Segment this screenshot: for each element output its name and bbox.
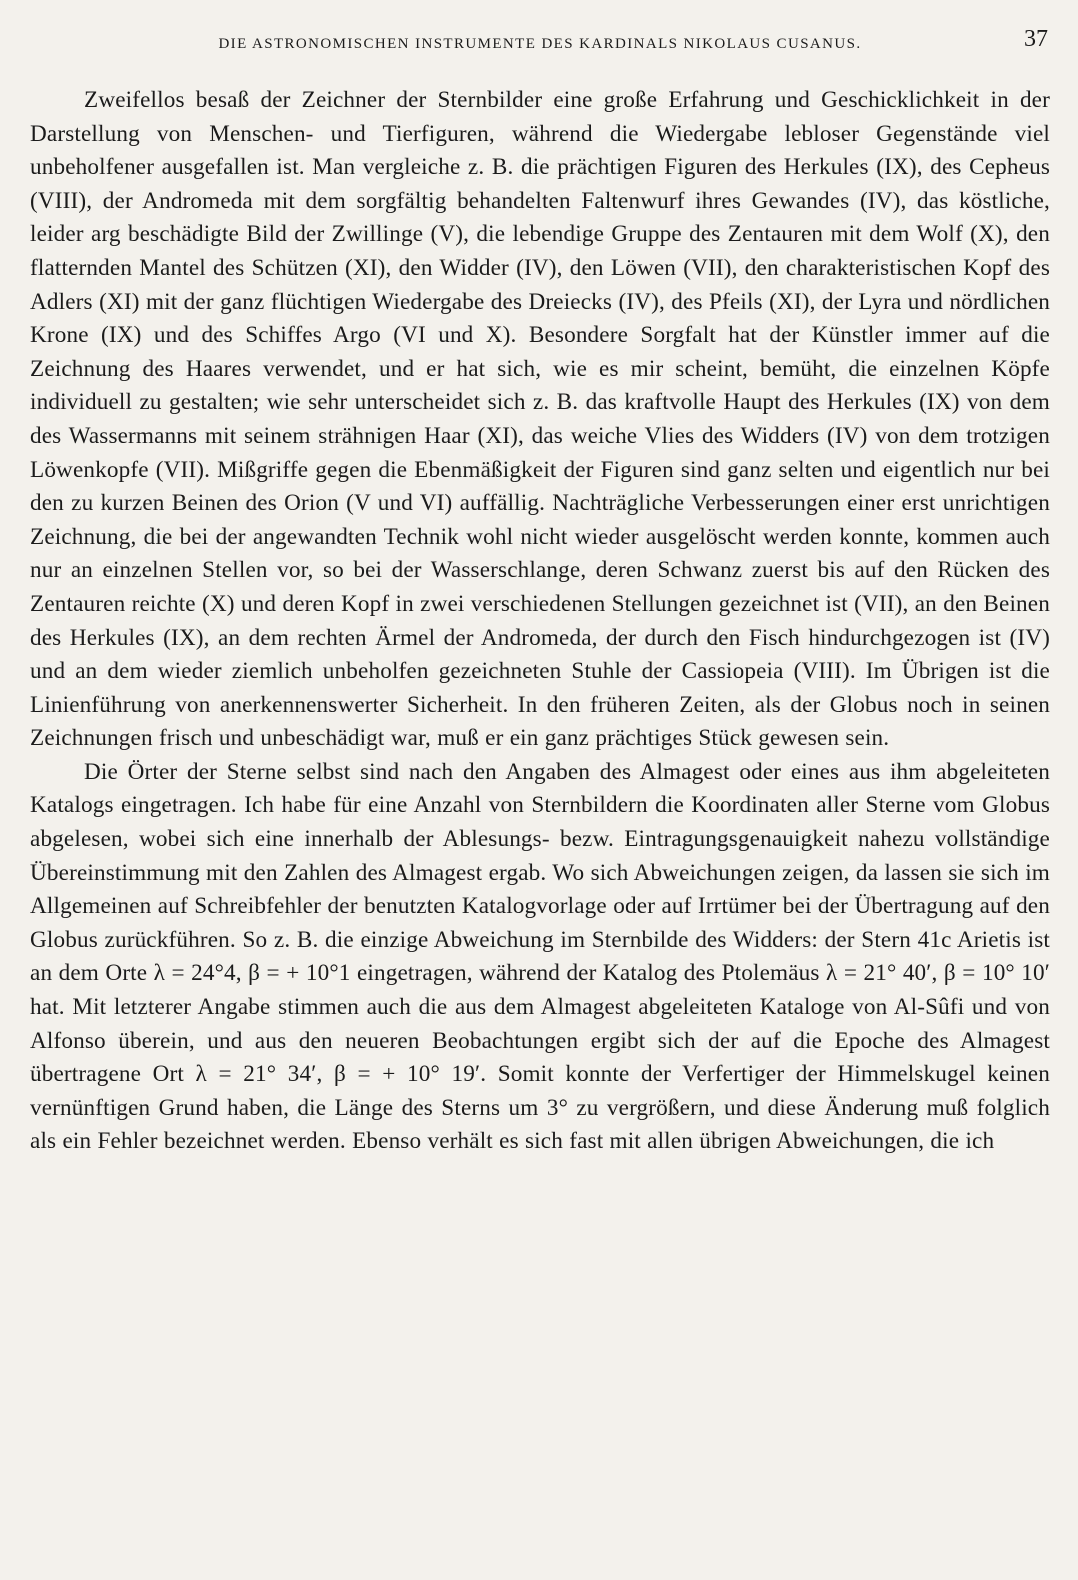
paragraph-2: Die Örter der Sterne selbst sind nach den Angaben des Almagest oder eines aus ihm abgeleiteten Katalogs eingetragen. Ich habe für eine Anzahl von Sternbildern die Koordinaten aller Sterne vom Globus abgelesen, wobei sich eine innerhalb der Ablesungs- bezw. Eintragungsgenauigkeit nahezu vollständige Übereinstimmung mit den Zahlen des Almagest ergab. Wo sich Abweichungen zeigen, da lassen sie sich im Allgemeinen auf Schreibfehler der benutzten Katalogvorlage oder auf Irrtümer bei der Übertragung auf den Globus zurückführen. So z. B. die einzige Abweichung im Sternbilde des Widders: der Stern 41c Arietis ist an dem Orte λ = 24°4, β = + 10°1 eingetragen, während der Katalog des Ptolemäus λ = 21° 40′, β = 10° 10′ hat. Mit letzterer Angabe stimmen auch die aus dem Almagest abgeleiteten Kataloge von Al-Sûfi und von Alfonso überein, und aus den neueren Beobachtungen ergibt sich der auf die Epoche des Almagest übertragene Ort λ = 21° 34′, β = + 10° 19′. Somit konnte der Verfertiger der Himmelskugel keinen vernünftigen Grund haben, die Länge des Sterns um 3° zu vergrößern, und diese Änderung muß folglich als ein Fehler bezeichnet werden. Ebenso verhält es sich fast mit allen übrigen Abweichungen, die ich (30, 758, 1050, 1155)
body-text (30, 84, 1050, 1159)
paragraph-1: Zweifellos besaß der Zeichner der Sternbilder eine große Erfahrung und Geschicklichkeit in der Darstellung von Menschen- und Tierfiguren, während die Wiedergabe lebloser Gegenstände viel unbeholfener ausgefallen ist. Man vergleiche z. B. die prächtigen Figuren des Herkules (IX), des Cepheus (VIII), der Andromeda mit dem sorgfältig behandelten Faltenwurf ihres Gewandes (IV), das köstliche, leider arg beschädigte Bild der Zwillinge (V), die lebendige Gruppe des Zentauren mit dem Wolf (X), den flatternden Mantel des Schützen (XI), den Widder (IV), den Löwen (VII), den charakteristischen Kopf des Adlers (XI) mit der ganz flüchtigen Wiedergabe des Dreiecks (IV), des Pfeils (XI), der Lyra und nördlichen Krone (IX) und des Schiffes Argo (VI und X). Besondere Sorgfalt hat der Künstler immer auf die Zeichnung des Haares verwendet, und er hat sich, wie es mir scheint, bemüht, die einzelnen Köpfe individuell zu gestalten; wie sehr unterscheidet sich z. B. das kraftvolle Haupt des Herkules (IX) von dem des Wassermanns mit seinem strähnigen Haar (XI), das weiche Vlies des Widders (IV) von dem trotzigen Löwenkopfe (VII). Mißgriffe gegen die Ebenmäßigkeit der Figuren sind ganz selten und eigentlich nur bei den zu kurzen Beinen des Orion (V und VI) auffällig. Nachträgliche Verbesserungen einer erst unrichtigen Zeichnung, die bei der angewandten Technik wohl nicht wieder ausgelöscht werden konnte, kommen auch nur an einzelnen Stellen vor, so bei der Wasserschlange, deren Schwanz zuerst bis auf den Rücken des Zentauren reichte (X) und deren Kopf in zwei verschiedenen Stellungen gezeichnet ist (VII), an den Beinen des Herkules (IX), an dem rechten Ärmel der Andromeda, der durch den Fisch hindurchgezogen ist (IV) und an dem wieder ziemlich unbeholfen gezeichneten Stuhle der Cassiopeia (VIII). Im Übrigen ist die Linienführung von anerkennenswerter Sicherheit. In den früheren Zeiten, als der Globus noch in seinen Zeichnungen frisch und unbeschädigt war, muß er ein ganz prächtiges Stück gewesen sein. (30, 87, 1050, 752)
running-title: DIE ASTRONOMISCHEN INSTRUMENTE DES KARDINALS NIKOLAUS CUSANUS. (218, 36, 862, 52)
running-head (30, 26, 1050, 62)
page-number: 37 (1024, 26, 1048, 52)
book-page (30, 26, 1050, 1566)
